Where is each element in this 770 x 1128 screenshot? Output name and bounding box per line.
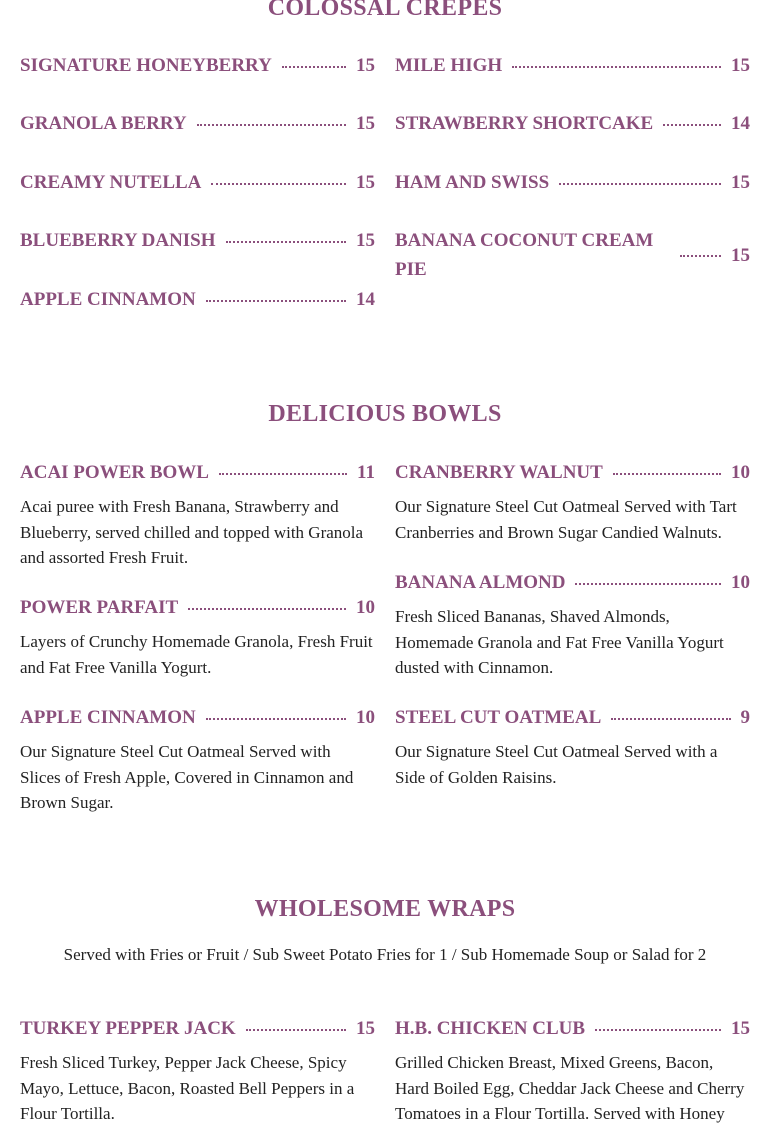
dot-leader: [663, 124, 721, 126]
menu-item: [20, 703, 375, 816]
dot-leader: [197, 124, 346, 126]
item-name: STRAWBERRY SHORTCAKE: [395, 113, 654, 134]
dot-leader: [680, 255, 721, 257]
menu-item: [395, 568, 750, 681]
menu-item: [395, 458, 750, 545]
item-name: STEEL CUT OATMEAL: [395, 707, 602, 728]
menu-item: [20, 51, 375, 80]
item-name: GRANOLA BERRY: [20, 113, 187, 134]
item-name: MILE HIGH: [395, 55, 503, 76]
item-description: Layers of Crunchy Homemade Granola, Fresh Fruit and Fat Free Vanilla Yogurt.: [20, 632, 373, 677]
item-price: 11: [357, 462, 375, 483]
item-price: 15: [731, 1018, 750, 1039]
menu-item: [395, 109, 750, 138]
item-description: Grilled Chicken Breast, Mixed Greens, Bacon, Hard Boiled Egg, Cheddar Jack Cheese and Cherry Tomatoes in a Flour Tortilla. Served with Honey: [395, 1053, 745, 1123]
section-title-crepes: COLOSSAL CREPES: [267, 0, 503, 21]
item-description: Fresh Sliced Bananas, Shaved Almonds, Homemade Granola and Fat Free Vanilla Yogurt dusted with Cinnamon.: [395, 607, 724, 677]
item-name: APPLE CINNAMON: [20, 289, 196, 310]
item-name: CREAMY NUTELLA: [20, 172, 202, 193]
menu-item: [20, 109, 375, 138]
dot-leader: [512, 66, 721, 68]
dot-leader: [246, 1029, 346, 1031]
item-description: Our Signature Steel Cut Oatmeal Served with a Side of Golden Raisins.: [395, 742, 718, 787]
item-name: BANANA COCONUT CREAM PIE: [395, 230, 654, 280]
dot-leader: [219, 473, 347, 475]
dot-leader: [559, 183, 721, 185]
item-price: 15: [356, 113, 375, 134]
menu-item: [395, 168, 750, 197]
item-name: H.B. CHICKEN CLUB: [395, 1018, 586, 1039]
menu-item: [395, 703, 750, 790]
dot-leader: [282, 66, 346, 68]
dot-leader: [226, 241, 346, 243]
item-price: 15: [356, 55, 375, 76]
dot-leader: [206, 718, 346, 720]
menu-item: [395, 51, 750, 80]
item-price: 15: [731, 244, 750, 266]
item-price: 15: [731, 172, 750, 193]
dot-leader: [188, 608, 346, 610]
dot-leader: [613, 473, 721, 475]
item-price: 15: [356, 230, 375, 251]
menu-item: [20, 1014, 375, 1127]
dot-leader: [611, 718, 730, 720]
section-title-bowls: DELICIOUS BOWLS: [268, 401, 502, 427]
dot-leader: [575, 583, 721, 585]
section-title-wraps: WHOLESOME WRAPS: [254, 896, 516, 922]
item-name: POWER PARFAIT: [20, 597, 179, 618]
item-description: Fresh Sliced Turkey, Pepper Jack Cheese, Spicy Mayo, Lettuce, Bacon, Roasted Bell Peppers in a Flour Tortilla.: [20, 1053, 355, 1123]
item-price: 10: [731, 462, 750, 483]
item-price: 15: [356, 172, 375, 193]
item-name: HAM AND SWISS: [395, 172, 550, 193]
item-name: BANANA ALMOND: [395, 572, 566, 593]
item-name: CRANBERRY WALNUT: [395, 462, 603, 483]
item-price: 9: [740, 707, 750, 728]
item-price: 15: [356, 1018, 375, 1039]
menu-item: [20, 285, 375, 314]
menu-item: [20, 168, 375, 197]
menu-item: [20, 458, 375, 571]
item-name: APPLE CINNAMON: [20, 707, 196, 728]
dot-leader: [595, 1029, 721, 1031]
item-price: 15: [731, 55, 750, 76]
item-name: TURKEY PEPPER JACK: [20, 1018, 236, 1039]
menu-item: [395, 226, 750, 284]
menu-item: [395, 1014, 750, 1127]
item-description: Acai puree with Fresh Banana, Strawberry and Blueberry, served chilled and topped with Granola and assorted Fresh Fruit.: [20, 497, 364, 567]
menu-item: [20, 226, 375, 255]
item-description: Our Signature Steel Cut Oatmeal Served with Tart Cranberries and Brown Sugar Candied Walnuts.: [395, 497, 737, 542]
item-name: SIGNATURE HONEYBERRY: [20, 55, 272, 76]
dot-leader: [211, 183, 346, 185]
item-description: Our Signature Steel Cut Oatmeal Served with Slices of Fresh Apple, Covered in Cinnamon and Brown Sugar.: [20, 742, 354, 812]
menu-item: [20, 593, 375, 680]
dot-leader: [206, 300, 346, 302]
item-price: 10: [356, 707, 375, 728]
item-name: ACAI POWER BOWL: [20, 462, 209, 483]
item-price: 14: [731, 113, 750, 134]
item-price: 10: [356, 597, 375, 618]
item-price: 10: [731, 572, 750, 593]
section-subtitle-wraps: Served with Fries or Fruit / Sub Sweet Potato Fries for 1 / Sub Homemade Soup or Salad for 2: [63, 945, 707, 964]
item-price: 14: [356, 289, 375, 310]
item-name: BLUEBERRY DANISH: [20, 230, 216, 251]
